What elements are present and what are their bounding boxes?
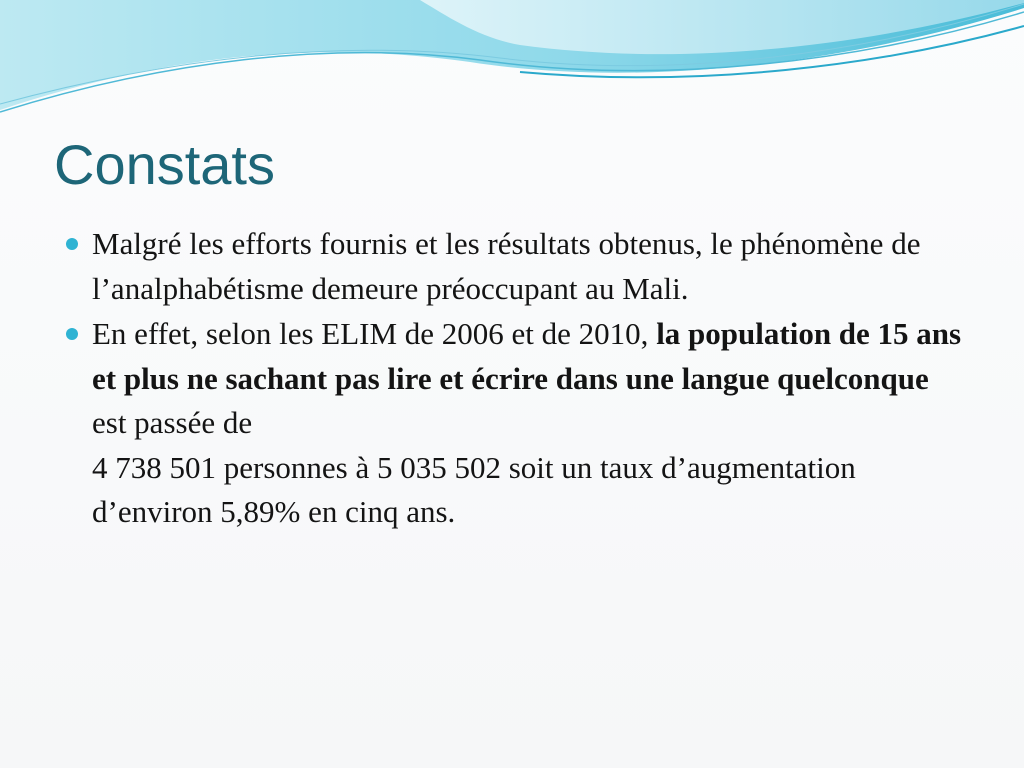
bullet-item-1 <box>62 222 962 311</box>
bullet-dot-icon <box>66 328 78 340</box>
bullet-text-2-bold: la population de 15 ans et plus ne sachant pas lire et écrire dans une langue quelconque <box>92 316 962 396</box>
bullet-text-2-rest-line2: 4 738 501 personnes à 5 035 502 soit un taux d’augmentation d’environ 5,89% en cinq ans. <box>92 449 856 529</box>
bullet-dot-icon <box>66 238 78 250</box>
bullet-text-2-rest-line1: est passée de <box>92 405 253 440</box>
bullet-text-1: Malgré les efforts fournis et les résultats obtenus, le phénomène de l’analphabétisme demeure préoccupant au Mali. <box>92 226 921 306</box>
bullet-item-2 <box>62 312 962 535</box>
slide-title: Constats <box>54 133 275 196</box>
bullet-text-2-intro: En effet, selon les ELIM de 2006 et de 2010, <box>92 316 657 351</box>
header-wave-decoration <box>0 0 1024 130</box>
bullet-list <box>62 222 962 536</box>
